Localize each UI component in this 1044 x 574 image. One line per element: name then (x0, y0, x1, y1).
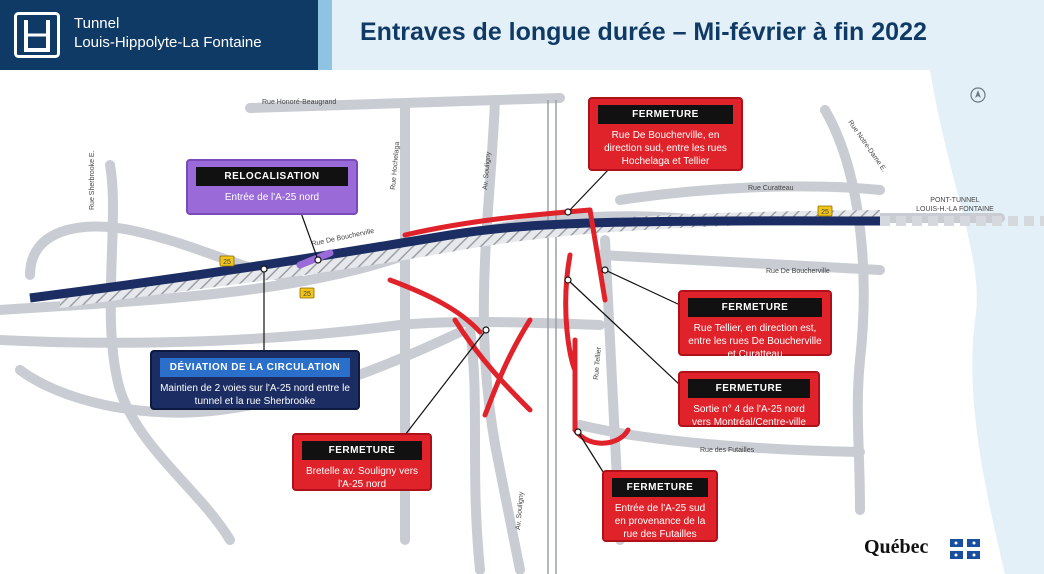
callout-title: RELOCALISATION (196, 167, 348, 186)
label-pont-tunnel-2: LOUIS-H.-LA FONTAINE (916, 206, 994, 213)
route-shield-3 (818, 206, 832, 216)
callout-deviation (150, 350, 360, 410)
railway (548, 100, 556, 574)
road-souligny-bottom (470, 330, 480, 570)
shield-label: 25 (303, 291, 311, 298)
road-map (0, 70, 1044, 574)
label-tellier: Rue Tellier (593, 346, 603, 381)
logo-line-1: Tunnel (74, 15, 120, 32)
callout-fermeture-tellier (678, 290, 832, 360)
header-accent-stripe (318, 0, 332, 70)
label-pont-tunnel-1: PONT-TUNNEL (930, 197, 980, 204)
label-hochelaga: Rue Hochelaga (390, 141, 402, 191)
callout-fermeture-souligny (292, 433, 432, 491)
label-honore-beaugrand: Rue Honoré-Beaugrand (262, 99, 337, 106)
river (930, 70, 1044, 574)
callout-text: Rue De Boucherville, en direction sud, entre les rues Hochelaga et Tellier (604, 130, 727, 167)
road-left-lower (0, 322, 600, 343)
label-curatteau: Rue Curatteau (748, 185, 794, 192)
callout-text: Bretelle av. Souligny vers l'A-25 nord (305, 466, 419, 490)
callout-text: Sortie n° 4 de l'A-25 nord vers Montréal/Centre-ville (692, 404, 806, 428)
shield-label: 25 (223, 259, 231, 266)
gray-roads (0, 98, 1000, 570)
label-boucherville-left: Rue De Boucherville (310, 227, 375, 248)
callout-title: FERMETURE (598, 105, 733, 124)
road-boucherville-right (600, 255, 880, 270)
callout-text: Entrée de l'A-25 sud en provenance de la rue des Futailles (614, 503, 706, 540)
label-boucherville-right: Rue De Boucherville (766, 268, 830, 275)
label-souligny-top: Av. Souligny (482, 151, 493, 191)
label-sherbrooke: Rue Sherbrooke E. (89, 150, 96, 210)
header-bar (0, 0, 1044, 70)
page-title: Entraves de longue durée – Mi-février à fin 2022 (360, 18, 927, 46)
logo-text (74, 14, 262, 52)
label-futailles: Rue des Futailles (700, 447, 755, 454)
callout-title: FERMETURE (302, 441, 422, 460)
route-shield-2 (300, 288, 314, 298)
label-souligny-bottom: Av. Souligny (515, 491, 526, 531)
callout-title: DÉVIATION DE LA CIRCULATION (160, 358, 350, 377)
fleur-de-lis-flag-icon (950, 539, 980, 559)
callout-fermeture-sortie4 (678, 371, 820, 427)
route-shield-1 (220, 256, 234, 266)
callout-title: FERMETURE (688, 298, 822, 317)
callout-title: FERMETURE (688, 379, 810, 398)
label-notre-dame: Rue Notre-Dame E. (846, 119, 888, 174)
shield-label: 25 (821, 209, 829, 216)
callout-fermeture-boucherville (588, 97, 743, 171)
header-brand-panel (0, 0, 328, 70)
tunnel-logo-icon (14, 12, 60, 58)
callout-fermeture-futailles (602, 470, 718, 542)
quebec-wordmark: Québec (864, 536, 929, 558)
callout-title: FERMETURE (612, 478, 708, 497)
callout-text: Maintien de 2 voies sur l'A-25 nord entre le tunnel et la rue Sherbrooke (160, 383, 350, 407)
logo-line-2: Louis-Hippolyte-La Fontaine (74, 34, 262, 51)
callout-text: Rue Tellier, en direction est, entre les rues De Boucherville et Curatteau (688, 323, 822, 360)
callout-relocalisation (186, 159, 358, 215)
callout-text: Entrée de l'A-25 nord (224, 192, 320, 203)
